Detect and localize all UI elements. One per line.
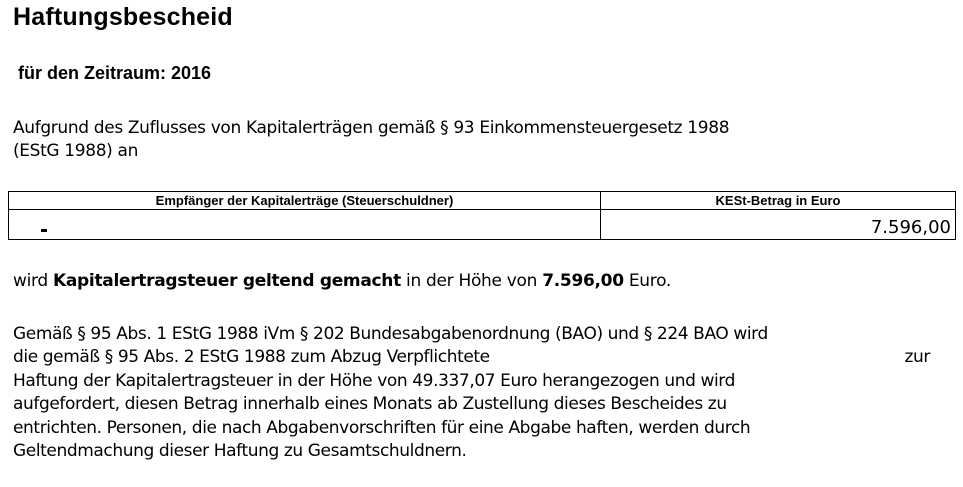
- cell-recipient: [9, 210, 601, 240]
- document-title: Haftungsbescheid: [13, 3, 233, 31]
- header-recipient: Empfänger der Kapitalerträge (Steuerschuldner): [9, 192, 601, 210]
- paragraph-line-left: die gemäß § 95 Abs. 2 EStG 1988 zum Abzug Verpflichtete: [13, 347, 490, 368]
- intro-paragraph: [13, 117, 913, 163]
- claim-suffix: Euro.: [623, 271, 671, 291]
- claim-sentence: [13, 270, 671, 293]
- paragraph-line: Haftung der Kapitalertragsteuer in der Höhe von 49.337,07 Euro herangezogen und wird: [13, 370, 735, 391]
- table-row: [9, 210, 956, 240]
- paragraph-line: [13, 346, 930, 369]
- period-heading: für den Zeitraum: 2016: [18, 63, 212, 83]
- paragraph-line: Geltendmachung dieser Haftung zu Gesamtschuldnern.: [13, 441, 467, 462]
- claim-amount: 7.596,00: [542, 271, 624, 291]
- intro-line: (EStG 1988) an: [13, 141, 138, 161]
- kest-table: [8, 191, 956, 240]
- redaction-mark: [41, 229, 47, 232]
- claim-prefix: wird: [13, 271, 54, 291]
- table-header-row: [9, 192, 956, 210]
- paragraph-line: aufgefordert, diesen Betrag innerhalb eines Monats ab Zustellung dieses Bescheides zu: [13, 394, 727, 415]
- intro-line: Aufgrund des Zuflusses von Kapitalerträgen gemäß § 93 Einkommensteuergesetz 1988: [13, 118, 730, 138]
- liability-paragraph: [13, 323, 948, 463]
- header-amount: KESt-Betrag in Euro: [601, 192, 956, 210]
- claim-bold-phrase: Kapitalertragsteuer geltend gemacht: [53, 271, 401, 291]
- claim-middle: in der Höhe von: [400, 271, 543, 291]
- paragraph-line: Gemäß § 95 Abs. 1 EStG 1988 iVm § 202 Bundesabgabenordnung (BAO) und § 224 BAO wird: [13, 324, 768, 344]
- cell-amount: 7.596,00: [601, 210, 956, 240]
- paragraph-line: entrichten. Personen, die nach Abgabenvorschriften für eine Abgabe haften, werden durch: [13, 417, 751, 438]
- paragraph-line-right: zur: [904, 347, 930, 368]
